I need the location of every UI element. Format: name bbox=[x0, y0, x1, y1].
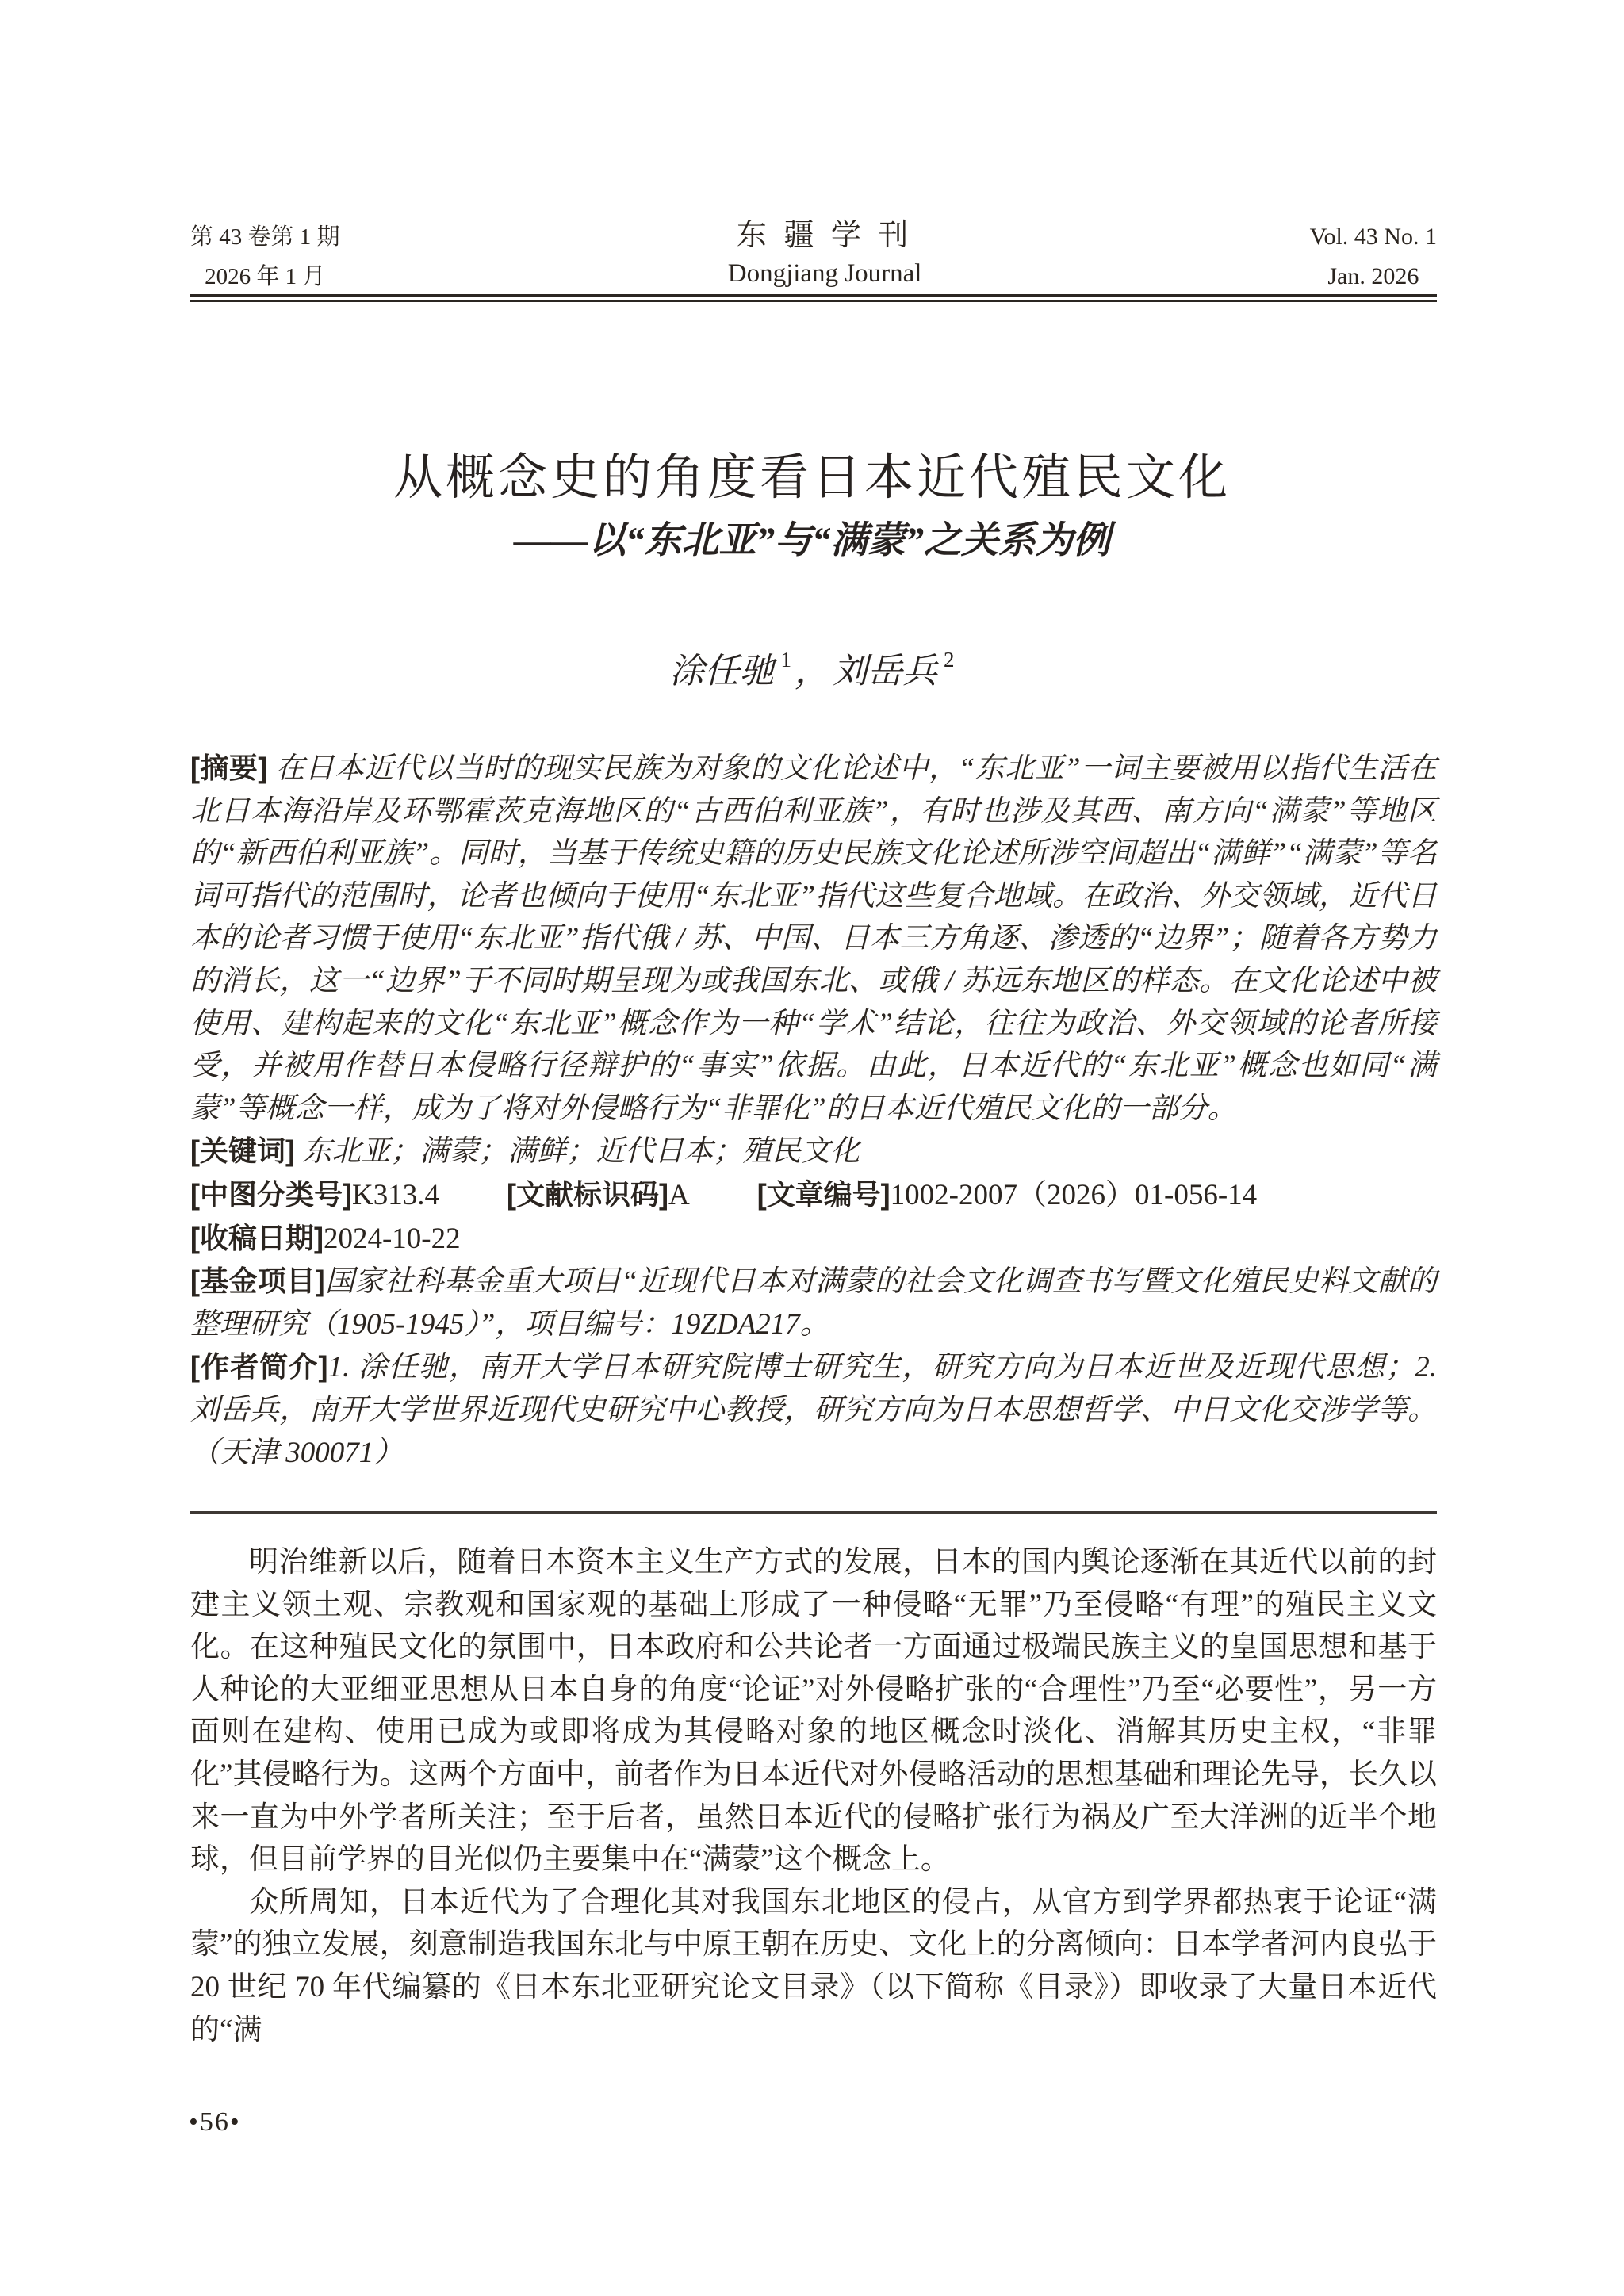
abstract bbox=[190, 747, 1437, 1130]
fund-label: [基金项目] bbox=[190, 1265, 325, 1298]
received-value: 2024-10-22 bbox=[323, 1222, 461, 1255]
article-subtitle: ——以“东北亚”与“满蒙”之关系为例 bbox=[514, 520, 1110, 561]
keywords bbox=[190, 1130, 1437, 1173]
article-id-segment bbox=[757, 1179, 1257, 1211]
author-2-name: 刘岳兵 bbox=[833, 652, 937, 691]
clc-value: K313.4 bbox=[351, 1178, 439, 1211]
article-body bbox=[190, 1541, 1437, 2051]
author-1-name: 涂任驰 bbox=[669, 652, 775, 691]
article-title: 从概念史的角度看日本近代殖民文化 bbox=[393, 451, 1231, 505]
fund-text: 国家社科基金重大项目“近现代日本对满蒙的社会文化调查书写暨文化殖民史料文献的整理研究（1905-1945）”，项目编号：19ZDA217。 bbox=[190, 1265, 1437, 1341]
clc-label: [中图分类号] bbox=[190, 1177, 352, 1211]
article-id-value: 1002-2007（2026）01-056-14 bbox=[890, 1178, 1258, 1211]
article-id-label: [文章编号] bbox=[756, 1177, 891, 1211]
keywords-text: 东北亚；满蒙；满鲜；近代日本；殖民文化 bbox=[302, 1135, 860, 1169]
header-double-rule bbox=[190, 294, 1437, 302]
front-matter bbox=[190, 747, 1437, 1474]
fund-project bbox=[190, 1260, 1437, 1345]
volume-issue-en: Vol. 43 No. 1 bbox=[1309, 224, 1437, 250]
author-line bbox=[0, 642, 1624, 693]
received-date-line bbox=[190, 1217, 1437, 1261]
journal-header bbox=[190, 217, 1437, 297]
doc-code-value: A bbox=[668, 1178, 690, 1211]
abstract-label: [摘要] bbox=[190, 752, 268, 784]
author-bio bbox=[190, 1345, 1437, 1474]
author-2-affiliation-sup: 2 bbox=[944, 648, 955, 672]
page-number: •56• bbox=[189, 2107, 241, 2137]
journal-name-en: Dongjiang Journal bbox=[727, 259, 922, 288]
date-en: Jan. 2026 bbox=[1327, 263, 1419, 289]
author-separator: ， bbox=[795, 652, 829, 691]
header-center bbox=[728, 217, 922, 293]
body-paragraph-2: 众所周知，日本近代为了合理化其对我国东北地区的侵占，从官方到学界都热衷于论证“满蒙”的独立发展，刻意制造我国东北与中原王朝在历史、文化上的分离倾向：日本学者河内良弘于 20 世纪 70 年代编纂的《日本东北亚研究论文目录》（以下简称《目录》）即收录了大量日本近代的“满 bbox=[190, 1885, 1437, 2046]
doc-code-segment bbox=[507, 1179, 690, 1211]
bio-label: [作者简介] bbox=[190, 1350, 328, 1383]
journal-name-cn: 东 疆 学 刊 bbox=[736, 219, 914, 252]
volume-issue-cn: 第 43 卷第 1 期 bbox=[190, 224, 340, 250]
body-paragraph-1: 明治维新以后，随着日本资本主义生产方式的发展，日本的国内舆论逐渐在其近代以前的封建主义领土观、宗教观和国家观的基础上形成了一种侵略“无罪”乃至侵略“有理”的殖民主义文化。在这种殖民文化的氛围中，日本政府和公共论者一方面通过极端民族主义的皇国思想和基于人种论的大亚细亚思想从日本自身的角度“论证”对外侵略扩张的“合理性”乃至“必要性”，另一方面则在建构、使用已成为或即将成为其侵略对象的地区概念时淡化、消解其历史主权，“非罪化”其侵略行为。这两个方面中，前者作为日本近代对外侵略活动的思想基础和理论先导，长久以来一直为中外学者所关注；至于后者，虽然日本近代的侵略扩张行为祸及广至大洋洲的近半个地球，但目前学界的目光似仍主要集中在“满蒙”这个概念上。 bbox=[190, 1546, 1437, 1877]
header-right bbox=[1310, 217, 1437, 297]
clc-segment bbox=[190, 1179, 439, 1211]
doc-code-label: [文献标识码] bbox=[506, 1177, 668, 1211]
author-1-affiliation-sup: 1 bbox=[780, 648, 791, 672]
classification-line bbox=[190, 1173, 1437, 1217]
front-matter-separator-rule bbox=[190, 1511, 1437, 1514]
date-cn: 2026 年 1 月 bbox=[205, 264, 326, 289]
keywords-label: [关键词] bbox=[190, 1135, 295, 1168]
received-label: [收稿日期] bbox=[190, 1221, 324, 1254]
bio-text: 1. 涂任驰，南开大学日本研究院博士研究生，研究方向为日本近世及近现代思想；2. 刘岳兵，南开大学世界近现代史研究中心教授，研究方向为日本思想哲学、中日文化交涉学等。（天津 300071） bbox=[190, 1351, 1437, 1469]
abstract-text: 在日本近代以当时的现实民族为对象的文化论述中，“东北亚”一词主要被用以指代生活在北日本海沿岸及环鄂霍茨克海地区的“古西伯利亚族”，有时也涉及其西、南方向“满蒙”等地区的“新西伯利亚族”。同时，当基于传统史籍的历史民族文化论述所涉空间超出“满鲜”“满蒙”等名词可指代的范围时，论者也倾向于使用“东北亚”指代这些复合地域。在政治、外交领域，近代日本的论者习惯于使用“东北亚”指代俄 / 苏、中国、日本三方角逐、渗透的“边界”；随着各方势力的消长，这一“边界”于不同时期呈现为或我国东北、或俄 / 苏远东地区的样态。在文化论述中被使用、建构起来的文化“东北亚”概念作为一种“学术”结论，往往为政治、外交领域的论者所接受，并被用作替日本侵略行径辩护的“事实”依据。由此，日本近代的“东北亚”概念也如同“满蒙”等概念一样，成为了将对外侵略行为“非罪化”的日本近代殖民文化的一部分。 bbox=[190, 752, 1438, 1125]
header-left bbox=[190, 217, 340, 297]
